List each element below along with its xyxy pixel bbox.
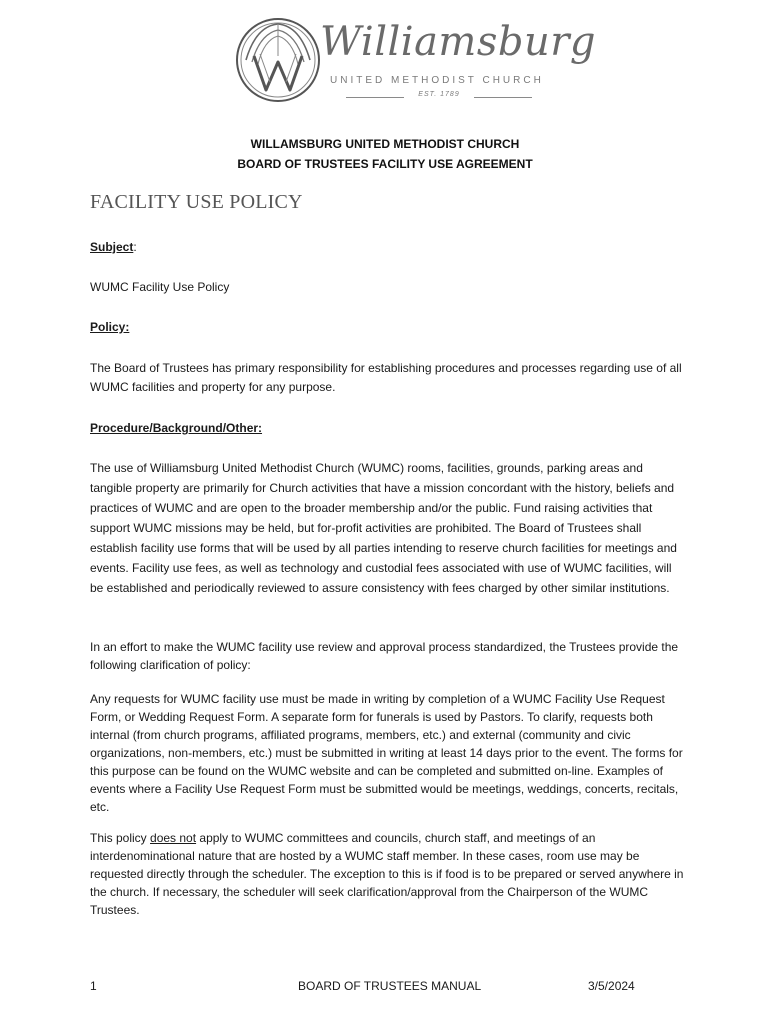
document-heading	[0, 134, 770, 174]
heading-church-name: WILLAMSBURG UNITED METHODIST CHURCH	[250, 137, 520, 151]
procedure-paragraph-1: The use of Williamsburg United Methodist Church (WUMC) rooms, facilities, grounds, parking areas and tangible property are primarily for Church activities that have a mission concordant with the history, beliefs and practices of WUMC and are open to the broader membership and/or the public. Fund raising activities that support WUMC missions may be held, but for-profit activities are prohibited. The Board of Trustees shall establish facility use forms that will be used by all parties intending to reserve church facilities for meetings and events. Facility use fees, as well as technology and custodial fees associated with use of WUMC facilities, will be established and periodically reviewed to assure consistency with fees charged by other similar institutions.	[90, 461, 677, 595]
subject-label: Subject	[90, 240, 134, 254]
procedure-paragraph-2: In an effort to make the WUMC facility use review and approval process standardized, the Trustees provide the following clarification of policy:	[90, 640, 679, 672]
logo-subtitle: UNITED METHODIST CHURCH	[330, 75, 544, 86]
subject-value: WUMC Facility Use Policy	[90, 280, 230, 294]
policy-title: FACILITY USE POLICY	[90, 191, 303, 213]
footer-page-number: 1	[90, 979, 97, 993]
footer-date: 3/5/2024	[588, 979, 635, 993]
logo-divider-right	[474, 97, 532, 98]
logo-established: EST. 1789	[418, 91, 460, 98]
logo-established-row	[330, 91, 540, 103]
church-emblem-icon	[234, 16, 322, 104]
logo-wordmark: Williamsburg	[320, 19, 596, 65]
paragraph-4-emphasis: does not	[150, 831, 197, 845]
subject-colon: :	[133, 240, 137, 254]
procedure-label: Procedure/Background/Other:	[90, 421, 263, 435]
paragraph-4-start: This policy	[90, 831, 151, 845]
policy-text: The Board of Trustees has primary responsibility for establishing procedures and processes regarding use of all WUMC facilities and property for any purpose.	[90, 361, 682, 394]
paragraph-4-rest: apply to WUMC committees and councils, church staff, and meetings of an interdenominational nature that are hosted by a WUMC staff member. In these cases, room use may be requested directly through the scheduler. The exception to this is if food is to be prepared or served anywhere in the church. If necessary, the scheduler will seek clarification/approval from the Chairperson of the WUMC Trustees.	[90, 831, 684, 917]
policy-label: Policy:	[90, 320, 130, 334]
procedure-paragraph-4	[90, 829, 686, 919]
subject-label-row	[90, 238, 690, 256]
procedure-paragraph-3: Any requests for WUMC facility use must be made in writing by completion of a WUMC Facility Use Request Form, or Wedding Request Form. A separate form for funerals is used by Pastors. To clarify, requests both internal (from church programs, affiliated programs, members, etc.) and external (community and civic organizations, non-members, etc.) must be submitted in writing at least 14 days prior to the event. The forms for this purpose can be found on the WUMC website and can be completed and submitted on-line. Examples of events where a Facility Use Request Form must be submitted would be meetings, weddings, concerts, recitals, etc.	[90, 692, 683, 814]
footer-manual-title: BOARD OF TRUSTEES MANUAL	[298, 979, 482, 993]
heading-agreement-name: BOARD OF TRUSTEES FACILITY USE AGREEMENT	[237, 157, 533, 171]
logo-divider-left	[346, 97, 404, 98]
church-logo	[234, 14, 596, 104]
